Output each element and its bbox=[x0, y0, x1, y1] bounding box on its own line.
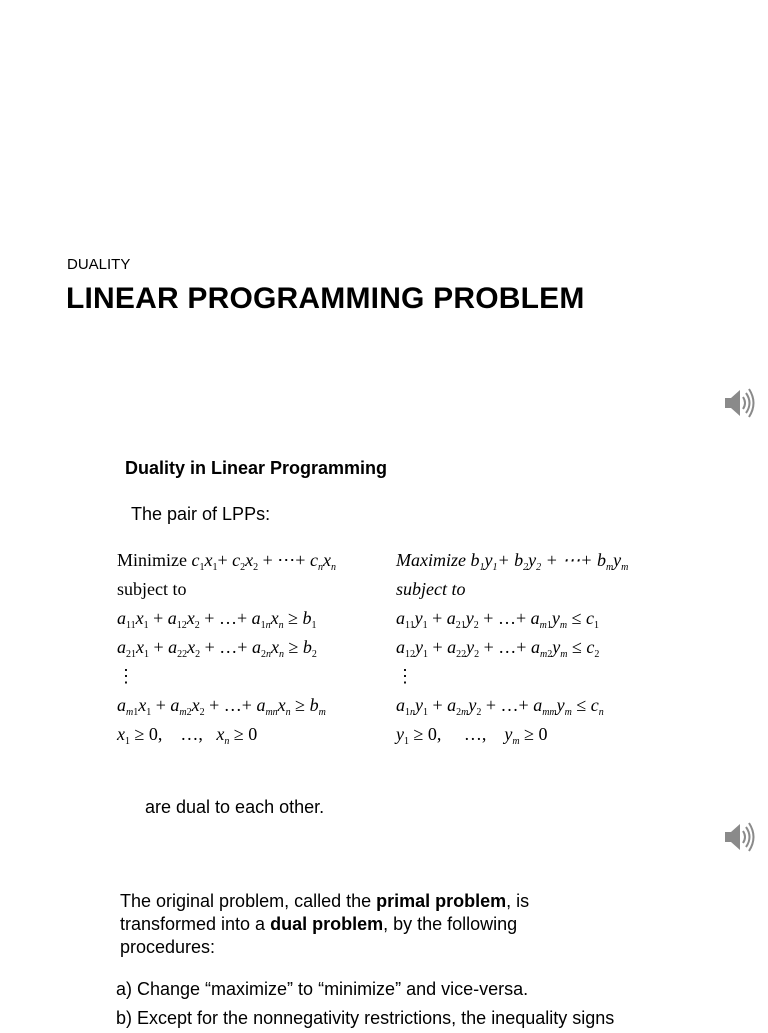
primal-vdots: ⋮ bbox=[117, 666, 135, 686]
primal-problem-term: primal problem bbox=[376, 891, 507, 911]
dual-constraint-n: $a_{1n}y_1 + a_{2m}y_2$ + …+ $a_{mm}y_m \le c_n$ bbox=[396, 695, 604, 718]
procedure-paragraph: The original problem, called the primal problem, is transformed into a dual problem, by the following procedures: bbox=[120, 891, 530, 957]
primal-problem bbox=[117, 546, 336, 749]
dual-constraint-2: $a_{12}y_1 + a_{22}y_2$ + …+ $a_{m2}y_m \le c_2$ bbox=[396, 637, 600, 660]
dual-problem bbox=[396, 546, 628, 749]
primal-nonnegativity: $x_1 \ge 0$, …, $x_n \ge 0$ bbox=[117, 724, 258, 747]
primal-constraint-1: $a_{11}x_1 + a_{12}x_2$ + …+ $a_{1n}x_n \ge b_1$ bbox=[117, 608, 317, 631]
dual-problem-term: dual problem bbox=[270, 914, 384, 934]
pair-intro: The pair of LPPs: bbox=[131, 504, 271, 524]
section-heading: Duality in Linear Programming bbox=[125, 458, 388, 478]
dual-objective: Maximize $b_1y_1+ b_2y_2$ + ⋯+ $b_my_m$ bbox=[396, 550, 629, 573]
dual-vdots: ⋮ bbox=[396, 666, 414, 686]
dual-nonnegativity: $y_1 \ge 0$, …, $y_m \ge 0$ bbox=[396, 724, 548, 747]
slide-subtitle: DUALITY bbox=[67, 256, 131, 273]
speaker-icon[interactable] bbox=[722, 386, 756, 420]
primal-subject-to: subject to bbox=[117, 579, 187, 599]
list-item: b) Except for the nonnegativity restrictions, the inequality signs bbox=[116, 1008, 615, 1028]
dual-note: are dual to each other. bbox=[145, 797, 325, 817]
dual-constraint-1: $a_{11}y_1 + a_{21}y_2$ + …+ $a_{m1}y_m \le c_1$ bbox=[396, 608, 599, 631]
dual-subject-to: subject to bbox=[396, 579, 466, 599]
procedure-list bbox=[116, 975, 614, 1033]
primal-constraint-m: $a_{m1}x_1 + a_{m2}x_2$ + …+ $a_{mn}x_n \ge b_m$ bbox=[117, 695, 326, 718]
primal-constraint-2: $a_{21}x_1 + a_{22}x_2$ + …+ $a_{2n}x_n \ge b_2$ bbox=[117, 637, 317, 660]
primal-objective: Minimize $c_1x_1+ c_2x_2$ + ⋯+ $c_nx_n$ bbox=[117, 550, 336, 573]
slide-title: LINEAR PROGRAMMING PROBLEM bbox=[66, 282, 585, 315]
list-item: a) Change “maximize” to “minimize” and vice-versa. bbox=[116, 979, 529, 999]
speaker-icon[interactable] bbox=[722, 820, 756, 854]
